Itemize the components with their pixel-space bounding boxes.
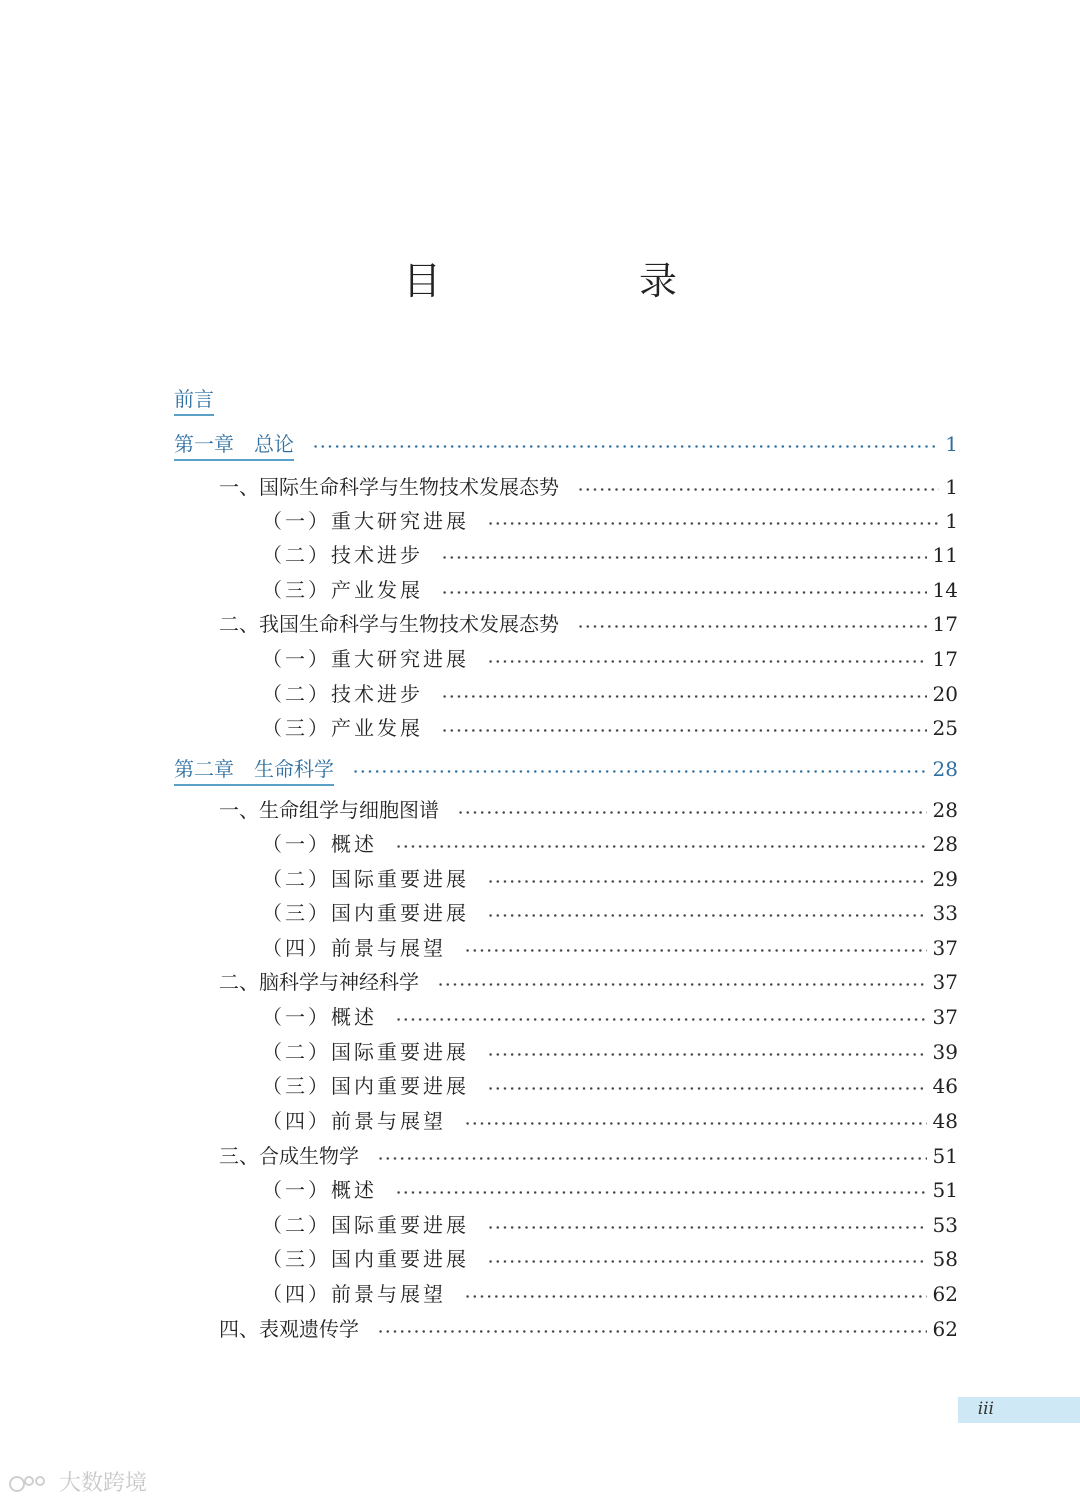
watermark-logo-icon (8, 1473, 52, 1495)
toc-subsection-entry[interactable] (0, 1211, 1080, 1241)
toc-entry-label: 第二章 生命科学 (174, 755, 334, 786)
toc-entry-label: （二）技术进步 (262, 682, 423, 706)
toc-entry-label: （四）前景与展望 (262, 1282, 446, 1306)
toc-subsection-entry[interactable] (0, 899, 1080, 929)
toc-entry-label: 四、表观遗传学 (219, 1317, 359, 1341)
toc-subsection-entry[interactable] (0, 934, 1080, 964)
toc-leader-dots (395, 1018, 927, 1021)
toc-entry-page: 1 (945, 432, 958, 456)
toc-entry-page: 53 (932, 1213, 958, 1237)
toc-leader-dots (441, 729, 927, 732)
toc-entry-page: 58 (932, 1247, 958, 1271)
toc-entry-page: 1 (945, 475, 958, 499)
toc-section-entry[interactable] (0, 473, 1080, 503)
toc-leader-dots (437, 983, 927, 986)
toc-leader-dots (487, 522, 939, 525)
toc-entry-page: 28 (932, 757, 958, 781)
toc-entry-page: 37 (932, 936, 958, 960)
toc-subsection-entry[interactable] (0, 1038, 1080, 1068)
toc-section-entry[interactable] (0, 1142, 1080, 1172)
toc-entry-label: （二）国际重要进展 (262, 1213, 469, 1237)
toc-leader-dots (441, 695, 927, 698)
toc-leader-dots (487, 1226, 927, 1229)
toc-leader-dots (441, 556, 927, 559)
toc-leader-dots (312, 445, 939, 448)
toc-entry-page: 48 (932, 1109, 958, 1133)
toc-subsection-entry[interactable] (0, 1072, 1080, 1102)
toc-subsection-entry[interactable] (0, 1245, 1080, 1275)
toc-entry-page: 20 (932, 682, 958, 706)
toc-entry-page: 1 (945, 509, 958, 533)
toc-entry-page: 51 (932, 1144, 958, 1168)
toc-subsection-entry[interactable] (0, 645, 1080, 675)
toc-leader-dots (487, 1053, 927, 1056)
toc-entry-page: 11 (932, 543, 958, 567)
toc-entry-label: （三）产业发展 (262, 578, 423, 602)
toc-entry-page: 39 (932, 1040, 958, 1064)
toc-entry-page: 14 (932, 578, 958, 602)
toc-leader-dots (441, 591, 927, 594)
toc-subsection-entry[interactable] (0, 541, 1080, 571)
footer-page-number: iii (977, 1399, 994, 1419)
toc-entry-label: （三）国内重要进展 (262, 901, 469, 925)
toc-entry-page: 51 (932, 1178, 958, 1202)
toc-entry-label: （二）国际重要进展 (262, 867, 469, 891)
toc-entry-page: 37 (932, 1005, 958, 1029)
toc-entry-label: 三、合成生物学 (219, 1144, 359, 1168)
toc-entry-page: 17 (932, 647, 958, 671)
toc-entry-page: 37 (932, 970, 958, 994)
toc-entry-label: （一）概述 (262, 1005, 377, 1029)
toc-chapter-entry[interactable] (0, 430, 1080, 460)
toc-leader-dots (352, 770, 927, 773)
toc-leader-dots (487, 914, 927, 917)
toc-leader-dots (487, 1260, 927, 1263)
toc-entry-label: （一）重大研究进展 (262, 509, 469, 533)
toc-subsection-entry[interactable] (0, 1107, 1080, 1137)
toc-subsection-entry[interactable] (0, 1003, 1080, 1033)
toc-entry-page: 28 (932, 832, 958, 856)
toc-entry-label: （二）国际重要进展 (262, 1040, 469, 1064)
toc-entry-page: 29 (932, 867, 958, 891)
toc-entry-page: 28 (932, 798, 958, 822)
toc-entry-label: （一）概述 (262, 1178, 377, 1202)
toc-entry-label: （一）重大研究进展 (262, 647, 469, 671)
toc-leader-dots (395, 1191, 927, 1194)
toc-section-entry[interactable] (0, 796, 1080, 826)
toc-entry-label: 一、国际生命科学与生物技术发展态势 (219, 475, 559, 499)
page-title: 目 录 (402, 259, 757, 303)
toc-section-entry[interactable] (0, 1315, 1080, 1345)
toc-entry-label: 第一章 总论 (174, 430, 294, 461)
toc-subsection-entry[interactable] (0, 830, 1080, 860)
toc-subsection-entry[interactable] (0, 576, 1080, 606)
toc-leader-dots (487, 1087, 927, 1090)
toc-chapter-entry[interactable] (0, 385, 1080, 415)
toc-entry-label: （三）产业发展 (262, 716, 423, 740)
toc-leader-dots (464, 1122, 927, 1125)
toc-leader-dots (577, 488, 939, 491)
toc-subsection-entry[interactable] (0, 714, 1080, 744)
watermark-text: 大数跨境 (59, 1471, 148, 1496)
toc-leader-dots (487, 880, 927, 883)
toc-leader-dots (464, 1295, 927, 1298)
toc-leader-dots (377, 1157, 927, 1160)
toc-subsection-entry[interactable] (0, 680, 1080, 710)
toc-subsection-entry[interactable] (0, 865, 1080, 895)
toc-entry-page: 62 (932, 1282, 958, 1306)
toc-chapter-entry[interactable] (0, 755, 1080, 785)
toc-entry-label: 前言 (174, 385, 214, 416)
toc-leader-dots (487, 660, 927, 663)
toc-entry-label: （一）概述 (262, 832, 377, 856)
toc-leader-dots (464, 949, 927, 952)
toc-subsection-entry[interactable] (0, 1176, 1080, 1206)
toc-leader-dots (577, 625, 927, 628)
toc-entry-page: 46 (932, 1074, 958, 1098)
toc-entry-label: 二、脑科学与神经科学 (219, 970, 419, 994)
toc-entry-label: 二、我国生命科学与生物技术发展态势 (219, 612, 559, 636)
toc-entry-page: 62 (932, 1317, 958, 1341)
toc-subsection-entry[interactable] (0, 507, 1080, 537)
toc-subsection-entry[interactable] (0, 1280, 1080, 1310)
toc-leader-dots (377, 1330, 927, 1333)
toc-entry-label: （三）国内重要进展 (262, 1074, 469, 1098)
toc-entry-page: 25 (932, 716, 958, 740)
toc-entry-label: （四）前景与展望 (262, 1109, 446, 1133)
toc-entry-label: （四）前景与展望 (262, 936, 446, 960)
watermark (8, 1466, 147, 1497)
toc-entry-page: 33 (932, 901, 958, 925)
toc-leader-dots (395, 845, 927, 848)
toc-section-entry[interactable] (0, 610, 1080, 640)
toc-entry-label: （三）国内重要进展 (262, 1247, 469, 1271)
toc-entry-label: （二）技术进步 (262, 543, 423, 567)
footer-band (958, 1397, 1080, 1423)
toc-leader-dots (457, 811, 927, 814)
toc-section-entry[interactable] (0, 968, 1080, 998)
toc-entry-label: 一、生命组学与细胞图谱 (219, 798, 439, 822)
toc-entry-page: 17 (932, 612, 958, 636)
